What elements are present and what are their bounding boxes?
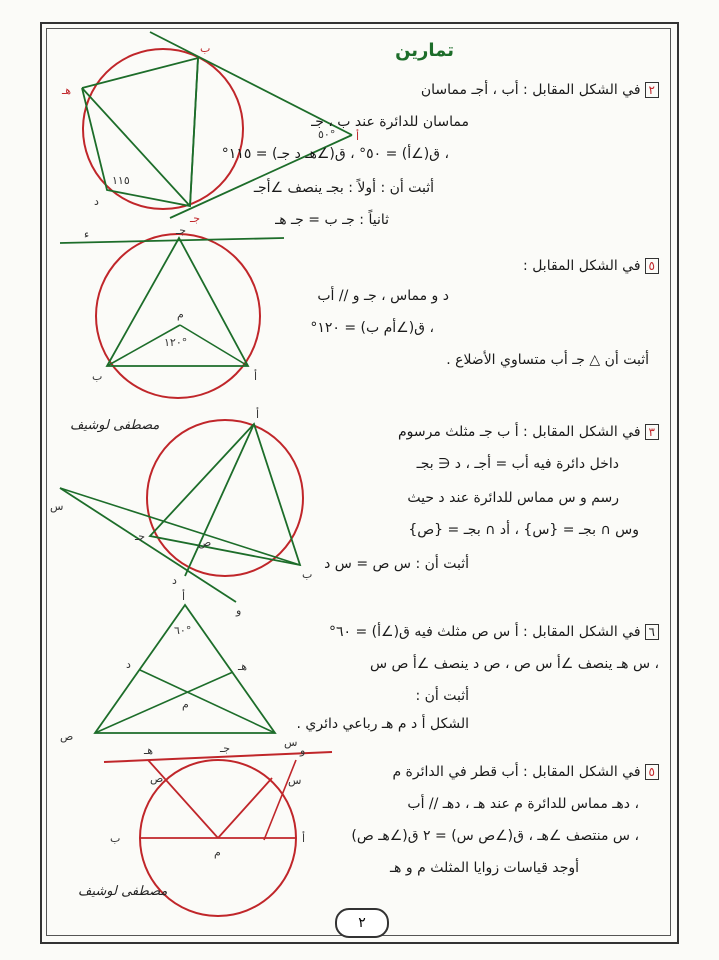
fig4-label-m: م [182,698,189,711]
ex5-line1 [392,764,659,780]
fig5-label-m: م [214,846,221,859]
ex4-number: ٦ [645,624,659,640]
ex2-line3: ، ق(∠أم ب) = ١٢٠° [310,320,434,336]
figure-3 [50,407,312,617]
fig1-label-d: د [94,195,99,208]
fig3-label-w: و [236,604,242,617]
ex1-line5: ثانياً : جـ ب = جـ هـ [275,212,389,228]
fig4-label-x: ص [60,730,74,743]
fig1-label-h: هـ [62,84,72,97]
ex4-line2: ، س هـ ينصف ∠أ س ص ، ص د ينصف ∠أ ص س [369,656,659,672]
signature-1: مصطفى لوشيف [70,418,160,433]
ex5-number: ٥ [645,764,659,780]
ex4-line1-text: في الشكل المقابل : أ س ص مثلث فيه ق(∠أ) = ٦٠° [329,624,641,640]
ex1-line1-text: في الشكل المقابل : أب ، أجـ مماسان [420,82,641,98]
fig2-label-j: جـ [176,224,187,237]
fig3-label-a: أ [256,408,260,421]
ex4-line1 [329,624,659,640]
ex2-line4: أثبت أن △ جـ أب متساوي الأضلاع . [446,352,649,368]
ex4-line4: الشكل أ د م هـ رباعي دائري . [296,716,469,732]
ex5-line2: ، دهـ مماس للدائرة م عند هـ ، دهـ // أب [407,796,639,812]
ex1-line4: أثبت أن : أولاً : بجـ ينصف ∠أجـ [253,180,434,196]
ex1-number: ٢ [645,82,659,98]
fig4-label-a: أ [182,590,186,603]
fig4-label-ang60: ٦٠° [174,624,192,637]
ex2-line2: د و مماس ، جـ و // أب [317,288,449,304]
fig1-label-b: ب [200,42,211,55]
ex2-number: ٥ [645,258,659,274]
ex3-line3: رسم و س مماس للدائرة عند د حيث [407,490,619,506]
fig3-label-b: ب [302,568,313,581]
fig5-label-j: جـ [220,742,231,755]
fig2-label-ang120: ١٢٠° [164,336,188,349]
fig5-label-s: س [288,774,302,787]
fig2-tangent [60,238,284,243]
fig4-label-d: د [126,658,131,671]
ex3-line1-text: في الشكل المقابل : أ ب جـ مثلث مرسوم [398,424,641,440]
ex5-line3: ، س منتصف ∠هـ ، ق(∠ص س) = ٢ ق(∠هـ ص) [351,828,639,844]
page-title: تمارين [395,40,454,61]
fig3-label-x: ص [198,536,212,549]
fig1-label-a: أ [356,130,360,143]
ex3-line4: وس ∩ بجـ = {س} ، أد ∩ بجـ = {ص} [408,522,639,538]
fig4-label-h: هـ [238,660,248,673]
ex1-line2: مماسان للدائرة عند ب ، جـ [311,114,469,130]
page-number: ٢ [335,908,389,938]
fig4-label-s: س [284,736,298,749]
ex3-line5: أثبت أن : س ص = س د [324,556,469,572]
fig1-label-ang115: ١١٥ [112,174,130,187]
fig5-label-a: أ [302,832,306,845]
figure-4 [60,589,297,749]
fig3-circle [147,420,303,576]
ex1-line1 [421,82,659,98]
fig3-label-d: د [172,574,177,587]
fig5-label-h: هـ [144,744,154,757]
ex2-line1-text: في الشكل المقابل : [523,258,641,274]
ex4-line3: أثبت أن : [415,688,469,704]
ex5-line4: أوجد قياسات زوايا المثلث م و هـ [389,860,579,876]
fig2-label-e: ء [84,228,90,241]
figure-2 [60,224,284,398]
fig5-label-b: ب [110,832,121,845]
ex3-number: ٣ [645,424,659,440]
fig1-label-ang50: ٥٠° [318,128,336,141]
fig2-label-b: ب [92,370,103,383]
fig5-label-w: و [300,744,306,757]
fig1-circle [83,49,243,209]
ex3-line2: داخل دائرة فيه أب = أجـ ، د ∈ بجـ [416,456,619,472]
ex3-line1 [398,424,659,440]
fig3-label-j: جـ [135,530,146,543]
ex1-line3: ، ق(∠أ) = ٥٠° ، ق(∠هـ د جـ) = ١١٥° [221,146,449,162]
fig3-triangle [150,424,300,565]
fig5-label-x: ص [150,772,164,785]
fig3-label-s: س [50,500,64,513]
fig2-label-a: أ [254,370,258,383]
fig2-label-m: م [177,308,184,321]
fig1-label-j: جـ [190,212,201,225]
ex2-line1 [523,258,659,274]
ex5-line1-text: في الشكل المقابل : أب قطر في الدائرة م [392,764,641,780]
signature-2: مصطفى لوشيف [78,884,168,899]
